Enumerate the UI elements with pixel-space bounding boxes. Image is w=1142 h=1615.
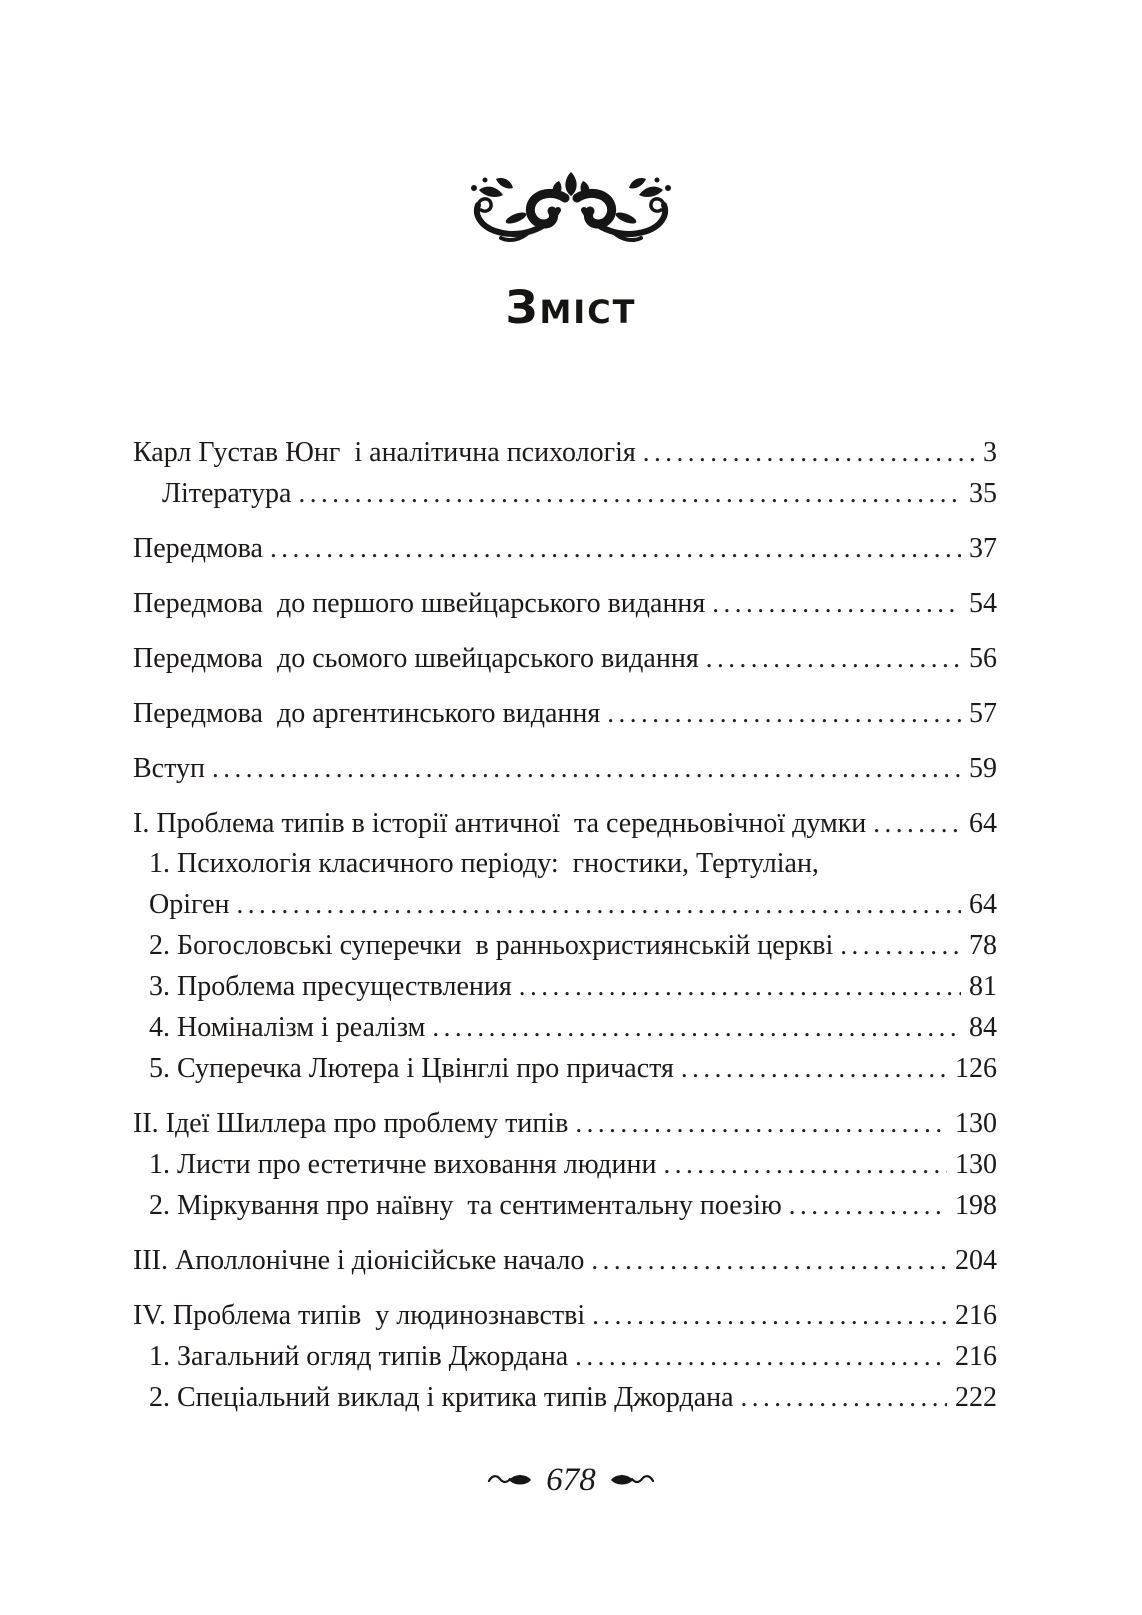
toc-entry-label: 5. Суперечка Лютера і Цвінглі про причастя xyxy=(149,1053,674,1084)
toc-entry xyxy=(133,925,997,966)
leaf-flourish-left-icon xyxy=(487,1470,533,1490)
toc-entry xyxy=(133,803,997,844)
toc-dot-leader xyxy=(873,803,961,844)
toc-dot-leader xyxy=(663,1144,947,1185)
toc-dot-leader xyxy=(712,583,961,624)
toc-entry-page: 57 xyxy=(969,698,997,729)
toc-entry xyxy=(133,1048,997,1089)
toc-entry-page: 84 xyxy=(969,1012,997,1043)
toc-entry-page: 59 xyxy=(969,753,997,784)
toc-dot-leader xyxy=(592,1295,947,1336)
toc-entry xyxy=(133,1103,997,1144)
toc-dot-leader xyxy=(681,1048,947,1089)
toc-dot-leader xyxy=(298,473,961,514)
toc-dot-leader xyxy=(789,1185,947,1226)
toc-entry-page: 222 xyxy=(955,1382,997,1413)
toc-entry xyxy=(133,1295,997,1336)
toc-entry xyxy=(133,844,997,884)
toc-dot-leader xyxy=(840,925,961,966)
floral-flourish-ornament-icon xyxy=(459,168,683,258)
toc-entry-label: 1. Листи про естетичне виховання людини xyxy=(149,1149,657,1180)
toc-dot-leader xyxy=(706,638,961,679)
footer-page-number: 678 xyxy=(546,1462,596,1498)
toc-entry-label: II. Ідеї Шиллера про проблему типів xyxy=(133,1108,569,1139)
toc-entry-page: 35 xyxy=(969,478,997,509)
toc-entry xyxy=(133,1185,997,1226)
toc-entry xyxy=(133,748,997,789)
toc-entry-label: Оріген xyxy=(149,889,230,920)
toc-entry xyxy=(133,884,997,925)
leaf-flourish-right-icon xyxy=(609,1470,655,1490)
toc-entry-page: 37 xyxy=(969,533,997,564)
page-footer xyxy=(0,1463,1142,1497)
toc-entry-page: 130 xyxy=(955,1108,997,1139)
toc-entry xyxy=(133,432,997,473)
toc-entry xyxy=(133,1377,997,1418)
toc-entry-label: Література xyxy=(162,478,292,509)
toc-entry-page: 216 xyxy=(955,1300,997,1331)
toc-entry-label: Карл Густав Юнг і аналітична психологія xyxy=(133,437,636,468)
toc-dot-leader xyxy=(519,966,961,1007)
toc-entry-label: Передмова до аргентинського видання xyxy=(133,698,601,729)
toc-entry-page: 64 xyxy=(969,808,997,839)
toc-entry-label: 2. Богословські суперечки в ранньохристиянській церкві xyxy=(149,930,834,961)
toc-entry-label: 1. Загальний огляд типів Джордана xyxy=(149,1341,569,1372)
toc-entry-page: 3 xyxy=(983,437,997,468)
toc-entry-page: 130 xyxy=(955,1149,997,1180)
toc-entry xyxy=(133,583,997,624)
toc-entry xyxy=(133,1336,997,1377)
toc-entry xyxy=(133,966,997,1007)
toc-entry-label: 2. Міркування про наївну та сентиментальну поезію xyxy=(149,1190,782,1221)
toc-entry xyxy=(133,528,997,569)
toc-entry-page: 64 xyxy=(969,889,997,920)
toc-entry-label: Передмова xyxy=(133,533,263,564)
toc-entry-label: 2. Спеціальний виклад і критика типів Джордана xyxy=(149,1382,734,1413)
toc-entry xyxy=(133,693,997,734)
toc-entry-label: I. Проблема типів в історії античної та середньовічної думки xyxy=(133,808,867,839)
toc-entry-page: 126 xyxy=(955,1053,997,1084)
toc-entry xyxy=(133,1240,997,1281)
toc-dot-leader xyxy=(575,1103,947,1144)
toc-dot-leader xyxy=(607,693,961,734)
toc-entry-page: 81 xyxy=(969,971,997,1002)
toc-entry-page: 198 xyxy=(955,1190,997,1221)
toc-list xyxy=(133,432,997,1418)
toc-entry-label: 4. Номіналізм і реалізм xyxy=(149,1012,426,1043)
toc-entry-label: 3. Проблема пресуществления xyxy=(149,971,512,1002)
toc-entry-label: III. Аполлонічне і діонісійське начало xyxy=(133,1245,585,1276)
toc-entry-page: 56 xyxy=(969,643,997,674)
toc-entry-page: 216 xyxy=(955,1341,997,1372)
toc-dot-leader xyxy=(591,1240,947,1281)
toc-entry-label: IV. Проблема типів у людинознавстві xyxy=(133,1300,586,1331)
toc-entry-label: 1. Психологія класичного періоду: гностики, Тертуліан, xyxy=(149,848,819,879)
toc-entry-label: Передмова до сьомого швейцарського видання xyxy=(133,643,699,674)
toc-entry xyxy=(133,1007,997,1048)
toc-dot-leader xyxy=(270,528,961,569)
toc-dot-leader xyxy=(432,1007,961,1048)
toc-entry-label: Передмова до першого швейцарського видання xyxy=(133,588,706,619)
toc-entry xyxy=(133,473,997,514)
toc-entry-page: 204 xyxy=(955,1245,997,1276)
page-title: Зміст xyxy=(505,281,637,334)
toc-entry xyxy=(133,638,997,679)
toc-entry-page: 54 xyxy=(969,588,997,619)
toc-entry xyxy=(133,1144,997,1185)
toc-dot-leader xyxy=(643,432,975,473)
toc-dot-leader xyxy=(741,1377,947,1418)
toc-entry-label: Вступ xyxy=(133,753,205,784)
toc-entry-page: 78 xyxy=(969,930,997,961)
toc-dot-leader xyxy=(212,748,961,789)
toc-dot-leader xyxy=(575,1336,947,1377)
toc-dot-leader xyxy=(237,884,961,925)
